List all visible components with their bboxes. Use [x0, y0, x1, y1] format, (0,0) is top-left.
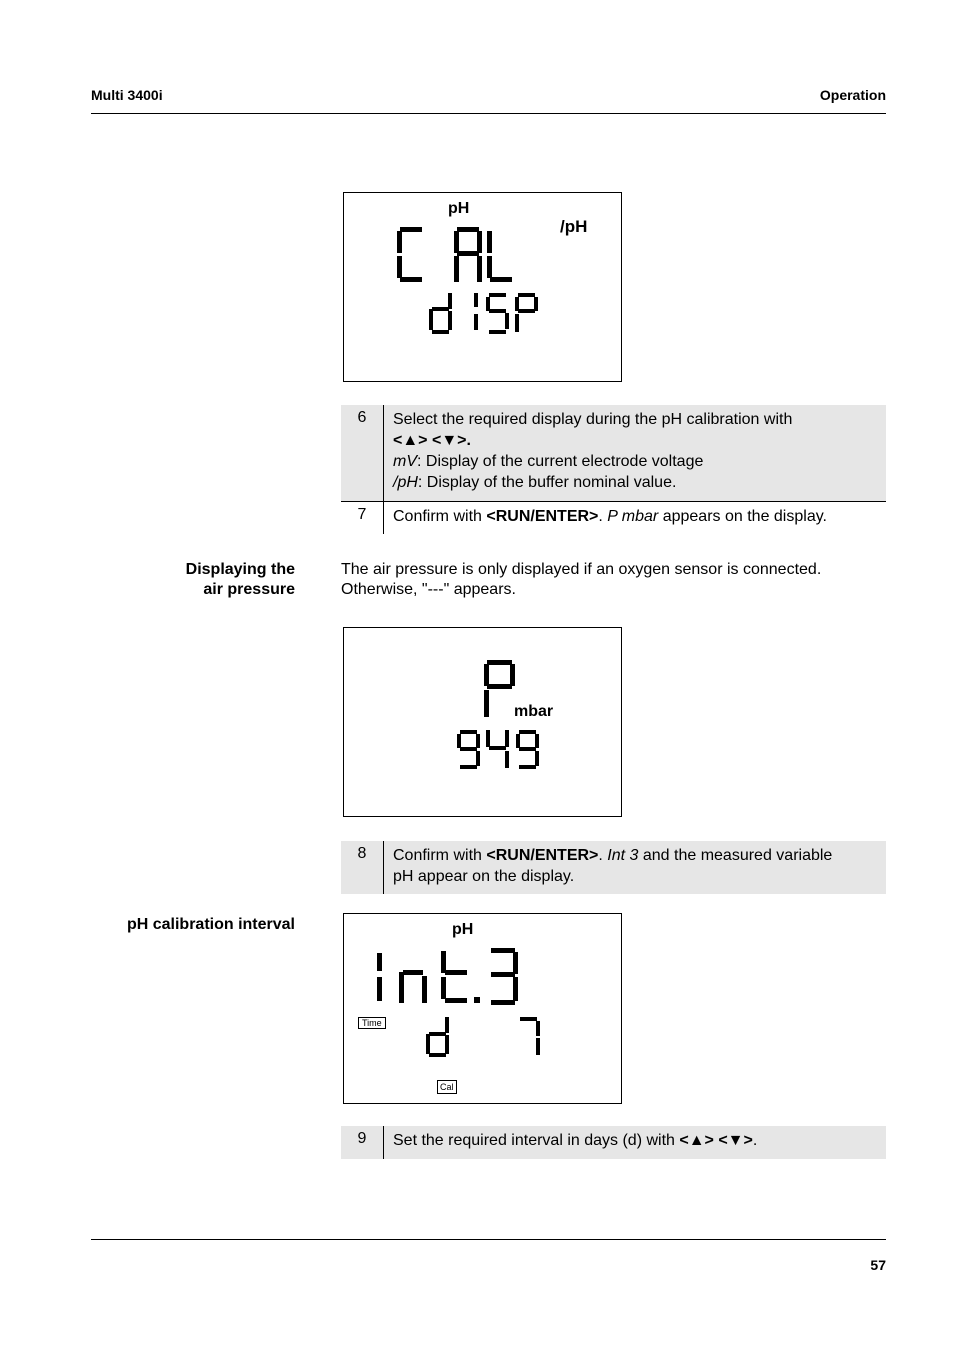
term-mv: mV [393, 453, 417, 470]
lcd-cal-indicator: Cal [437, 1080, 457, 1094]
lcd-display-cal [343, 192, 622, 382]
step-keys: <▲> <▼>. [393, 432, 471, 449]
lcd-text-disp [429, 293, 538, 334]
step-line: mV: Display of the current electrode voltage [393, 453, 704, 470]
lcd-ph-label: pH [452, 921, 474, 938]
lcd-unit-mbar: mbar [514, 703, 554, 720]
page-number: 57 [870, 1257, 886, 1273]
step-line: /pH: Display of the buffer nominal value. [393, 474, 677, 491]
section-heading-calibration-interval: pH calibration interval [126, 916, 295, 933]
lcd-ph-label: pH [448, 200, 470, 217]
step-number: 8 [341, 841, 384, 894]
key-run-enter: <RUN/ENTER> [486, 508, 599, 525]
header-section-name: Operation [819, 87, 886, 103]
step-6 [341, 405, 886, 501]
lcd-display-interval [343, 913, 622, 1104]
step-text: Confirm with <RUN/ENTER>. P mbar appears on the display. [393, 508, 827, 525]
step-7 [341, 502, 886, 534]
step-9 [341, 1126, 886, 1159]
lcd-time-indicator: Time [358, 1017, 386, 1029]
lcd-text-cal [397, 227, 512, 282]
step-text: Set the required interval in days (d) with <▲> <▼>. [393, 1132, 758, 1149]
step-line: Select the required display during the pH calibration with [393, 411, 793, 428]
header-rule [91, 113, 886, 114]
section-heading-air-pressure: Displaying the air pressure [185, 561, 295, 598]
header-product-name: Multi 3400i [91, 87, 163, 103]
lcd-segment-digits [344, 193, 621, 381]
step-number: 9 [341, 1126, 384, 1159]
lcd-segment-digits [344, 914, 621, 1103]
step-text [384, 405, 886, 501]
lcd-unit-label: /pH [560, 217, 588, 236]
lcd-segment-digits [344, 628, 621, 816]
step-8 [341, 841, 886, 894]
step-number: 6 [341, 405, 384, 501]
lcd-text-p [484, 660, 515, 717]
lcd-display-pressure [343, 627, 622, 817]
step-text: Confirm with <RUN/ENTER>. Int 3 and the measured variable pH appear on the display. [393, 847, 833, 885]
key-arrows: <▲> <▼> [679, 1132, 753, 1149]
step-number: 7 [341, 502, 384, 534]
key-run-enter: <RUN/ENTER> [486, 847, 599, 864]
lcd-text-d7 [426, 1017, 540, 1057]
lcd-text-949 [457, 730, 539, 769]
air-pressure-paragraph: The air pressure is only displayed if an oxygen sensor is connected. Otherwise, "---" appears. [341, 561, 822, 598]
lcd-text-int3 [377, 948, 518, 1005]
footer-rule [91, 1239, 886, 1240]
term-ph: /pH [393, 474, 418, 491]
